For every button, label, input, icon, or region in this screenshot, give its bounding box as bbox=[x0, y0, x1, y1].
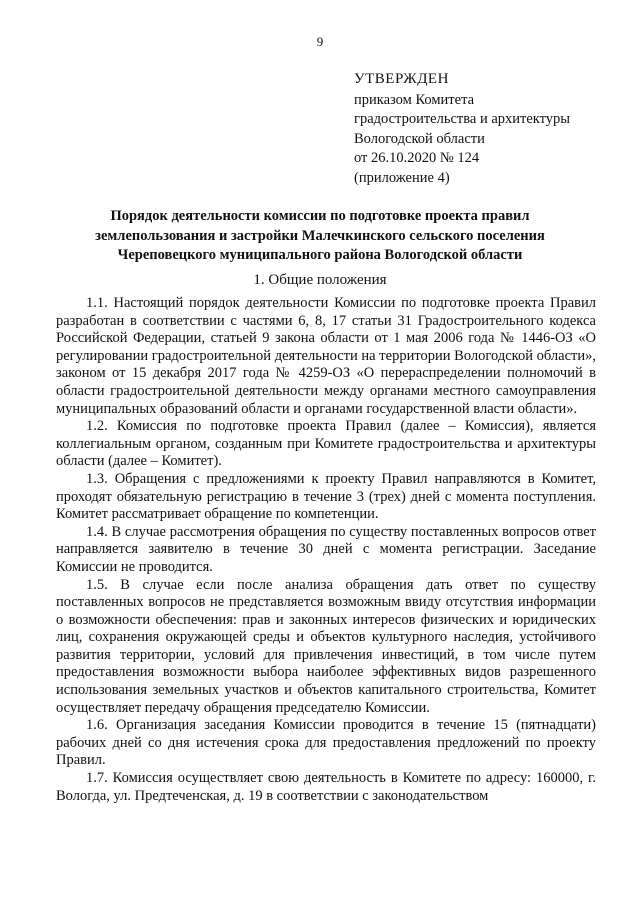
approval-line: (приложение 4) bbox=[354, 169, 450, 186]
paragraph-1-1: 1.1. Настоящий порядок деятельности Комиссии по подготовке проекта Правил разработан в соответствии с частями 6, 8, 17 статьи 31 Градостроительного кодекса Российской Федерации, статьей 9 закона области от 1 мая 2006 года № 1446-ОЗ «О регулировании градостроительной деятельности на территории Вологодской области», законом от 15 декабря 2017 года № 4259-ОЗ «О перераспределении полномочий в области градостроительной деятельности между органами местного самоуправления муниципальных образований области и органами государственной власти области». bbox=[56, 295, 596, 417]
approval-line: от 26.10.2020 № 124 bbox=[354, 150, 480, 166]
paragraph-1-5: 1.5. В случае если после анализа обращения дать ответ по существу поставленных вопросов не представляется возможным ввиду отсутствия информации о возможности обеспечения: прав и законных интересов физических и юридических лиц, сохранения окружающей среды и объектов культурного наследия, устойчивого развития территории, условий для привлечения инвестиций, в том числе путем предоставления возможности выбора наиболее эффективных видов разрешенного использования земельных участков и объектов капитального строительства, Комитет осуществляет передачу обращения председателю Комиссии. bbox=[56, 576, 596, 716]
page-number: 9 bbox=[316, 34, 324, 49]
title-line: землепользования и застройки Малечкинского сельского поселения bbox=[95, 227, 545, 244]
paragraph-1-4: 1.4. В случае рассмотрения обращения по существу поставленных вопросов ответ направляется заявителю в течение 30 дней с момента регистрации. Заседание Комиссии не проводится. bbox=[56, 523, 596, 575]
paragraph-1-2: 1.2. Комиссия по подготовке проекта Правил (далее – Комиссия), является коллегиальным органом, созданным при Комитете градостроительства и архитектуры области (далее – Комитет). bbox=[56, 418, 596, 470]
paragraph-1-6: 1.6. Организация заседания Комиссии проводится в течение 15 (пятнадцати) рабочих дней со дня истечения срока для предоставления предложений по проекту Правил. bbox=[56, 717, 596, 769]
document-title bbox=[60, 207, 580, 266]
body-text bbox=[56, 295, 596, 805]
approval-heading: УТВЕРЖДЕН bbox=[354, 71, 449, 87]
title-line: Порядок деятельности комиссии по подготовке проекта правил bbox=[110, 208, 530, 224]
approval-line: градостроительства и архитектуры bbox=[354, 111, 571, 127]
approval-line: приказом Комитета bbox=[354, 91, 475, 108]
title-line: Череповецкого муниципального района Вологодской области bbox=[117, 247, 523, 263]
paragraph-1-3: 1.3. Обращения с предложениями к проекту Правил направляются в Комитет, проходят обязательную регистрацию в течение 3 (трех) дней с момента поступления. Комитет рассматривает обращение по компетенции. bbox=[56, 470, 596, 523]
approval-line: Вологодской области bbox=[354, 130, 485, 147]
section-heading: 1. Общие положения bbox=[253, 272, 387, 288]
paragraph-1-7: 1.7. Комиссия осуществляет свою деятельность в Комитете по адресу: 160000, г. Вологда, ул. Предтеченская, д. 19 в соответствии с законодательством bbox=[56, 770, 596, 804]
approval-stamp-block bbox=[354, 70, 624, 188]
